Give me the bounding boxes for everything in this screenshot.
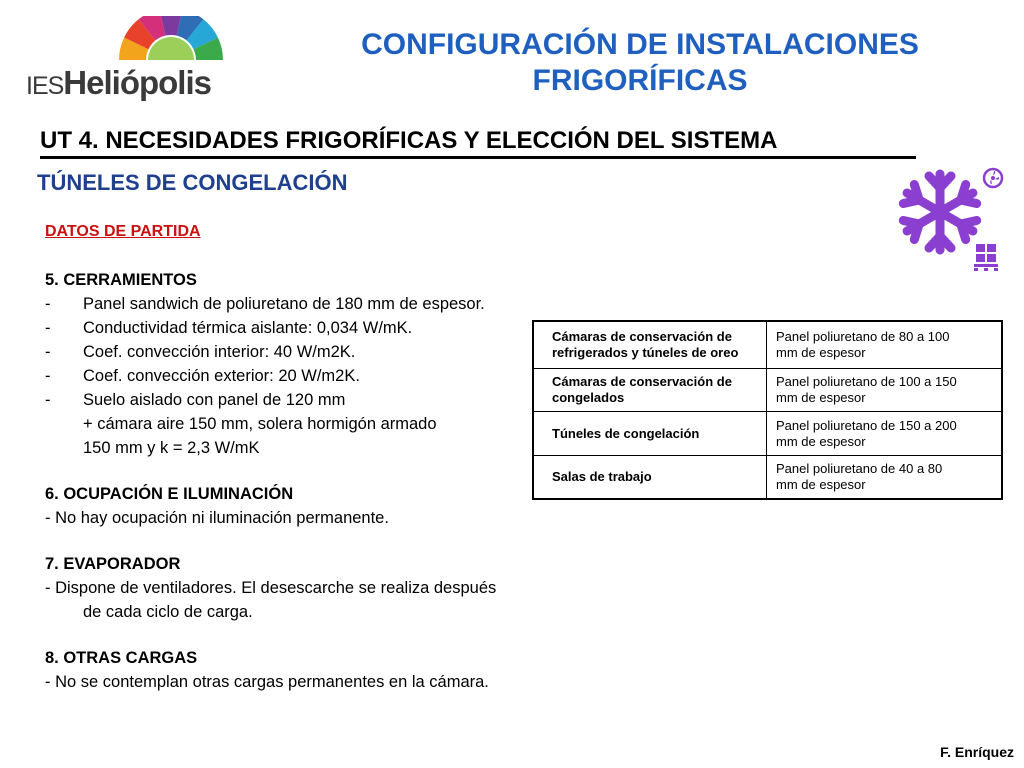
table-cell-room: Salas de trabajo — [533, 456, 767, 500]
author-credit: F. Enríquez — [940, 744, 1014, 760]
logo-text — [26, 66, 211, 99]
section-title-otras-cargas: 8. OTRAS CARGAS — [45, 649, 198, 667]
table-cell-room: Cámaras de conservación de refrigerados y túneles de oreo — [533, 321, 767, 369]
section-text: - Dispone de ventiladores. El desescarche se realiza después — [45, 579, 497, 597]
list-item: - Conductividad térmica aislante: 0,034 W/mK. — [45, 319, 413, 337]
table-cell-spec: Panel poliuretano de 40 a 80 mm de espesor — [767, 456, 1003, 500]
unit-title: UT 4. NECESIDADES FRIGORÍFICAS Y ELECCIÓN DEL SISTEMA — [40, 127, 916, 159]
section-text: - No se contemplan otras cargas permanentes en la cámara. — [45, 673, 489, 691]
section-title-ocupacion: 6. OCUPACIÓN E ILUMINACIÓN — [45, 485, 294, 503]
section-text: - No hay ocupación ni iluminación permanente. — [45, 509, 389, 527]
page-title-line2: FRIGORÍFICAS — [532, 64, 748, 97]
table-row — [533, 412, 1002, 456]
snowflake-icon — [896, 166, 1006, 274]
logo-prefix: IES — [26, 72, 64, 100]
list-item: - Coef. convección exterior: 20 W/m2K. — [45, 367, 360, 385]
page-title-line1: CONFIGURACIÓN DE INSTALACIONES — [361, 28, 919, 61]
list-item-continuation: + cámara aire 150 mm, solera hormigón armado — [83, 415, 437, 433]
insulation-table — [532, 320, 1003, 500]
list-item-continuation: 150 mm y k = 2,3 W/mK — [83, 439, 260, 457]
table-cell-room: Cámaras de conservación de congelados — [533, 369, 767, 412]
table-row — [533, 456, 1002, 500]
data-heading: DATOS DE PARTIDA — [45, 223, 201, 240]
list-item: - Suelo aislado con panel de 120 mm — [45, 391, 346, 409]
section-title-cerramientos: 5. CERRAMIENTOS — [45, 271, 197, 289]
section-text-continuation: de cada ciclo de carga. — [83, 603, 253, 621]
content — [45, 219, 605, 694]
page-title — [300, 27, 980, 99]
table-cell-spec: Panel poliuretano de 150 a 200 mm de espesor — [767, 412, 1003, 456]
table-cell-room: Túneles de congelación — [533, 412, 767, 456]
section-subtitle: TÚNELES DE CONGELACIÓN — [37, 170, 348, 195]
logo-name: Heliópolis — [63, 64, 211, 101]
table-row — [533, 321, 1002, 369]
fan-icon — [984, 169, 1002, 187]
list-item: - Panel sandwich de poliuretano de 180 mm de espesor. — [45, 295, 485, 313]
section-title-evaporador: 7. EVAPORADOR — [45, 555, 181, 573]
table-cell-spec: Panel poliuretano de 80 a 100 mm de espesor — [767, 321, 1003, 369]
table-row — [533, 369, 1002, 412]
list-item: - Coef. convección interior: 40 W/m2K. — [45, 343, 356, 361]
table-cell-spec: Panel poliuretano de 100 a 150 mm de espesor — [767, 369, 1003, 412]
pallet-icon — [974, 244, 998, 271]
